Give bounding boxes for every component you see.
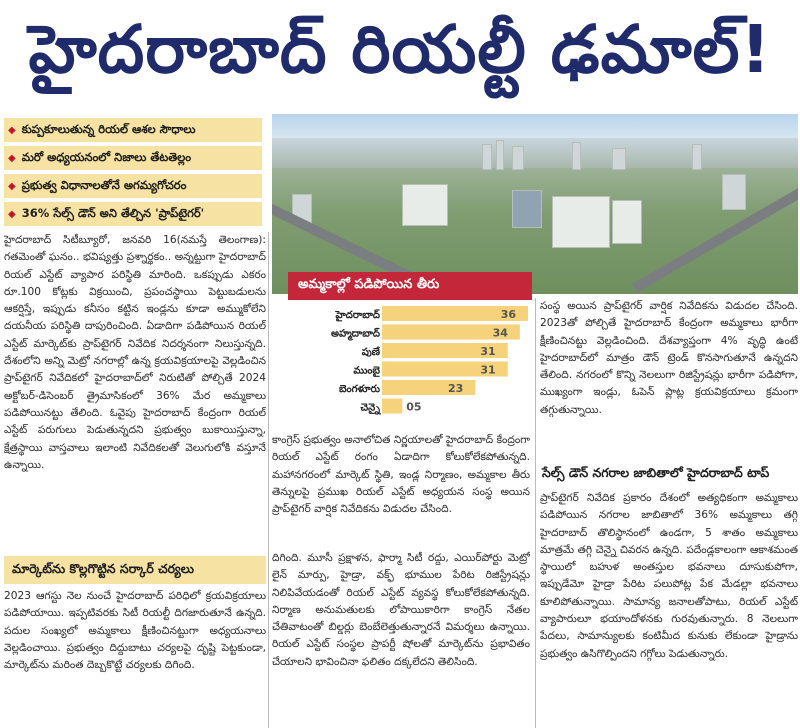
chart-value-label: 34 — [492, 326, 508, 340]
bullet-text: ప్రభుత్వ విధానాలతోనే అగమ్యగోచరం — [21, 177, 187, 192]
bullet-marker-icon: ◆ — [8, 124, 16, 136]
chart-category-label: బెంగళూరు — [339, 384, 380, 395]
article-column-1-lower: 2023 ఆగస్టు నెల నుంచే హైదరాబాద్ పరిధిలో క్రయవిక్రయాలు పడిపోయాయి. ఇప్పటివరకు సిటీ రియల్టీ దిగజారుతూనే ఉన్నది. పదుల సంఖ్యలో అమ్మకాలు క్షీణించినట్టుగా అధ్యయనాలు వెల్లడించాయి. ప్రభుత్వం దిద్దుబాటు చర్యలపై దృష్టి పెట్టకుండా, మార్కెట్‌ను మరింత దెబ్బకొట్టే చర్యలకు దిగింది. — [4, 590, 266, 672]
bullet-item — [4, 174, 262, 198]
section-subhead-left: మార్కెట్‌ను కొల్లగొట్టిన సర్కార్ చర్యలు — [4, 556, 266, 584]
chart-value-label: 31 — [480, 345, 496, 358]
chart-category-label: హైదరాబాద్ — [335, 310, 380, 321]
column-divider — [268, 232, 269, 728]
chart-category-label: అహ్మదాబాద్ — [330, 328, 380, 340]
chart-category-label: ముంబై — [353, 365, 380, 377]
chart-bar — [382, 399, 402, 414]
section-subhead-right: సేల్స్ డౌన్ నగరాల జాబితాలో హైదరాబాద్ టాప్ — [542, 464, 770, 480]
chart-category-label: చెన్నై — [360, 402, 380, 414]
sales-decline-chart — [288, 272, 532, 420]
article-column-3-lower: ప్రాప్‌టైగర్ నివేదిక ప్రకారం దేశంలో అత్యధికంగా అమ్మకాలు పడిపోయిన నగరాల జాబితాలో 36% అమ్మకాలు తగ్గి హైదరాబాద్ తొలిస్థానంలో ఉండగా, 5 శాతం అమ్మకాలు మాత్రమే తగ్గి చెన్నై చివరన ఉన్నది. పదేండ్లకాలంగా ఆకాశమంత స్థాయిలో బహుళ అంతస్తుల భవనాలు దూసుకుపోగా, ఇప్పుడేమో హైడ్రా పేరిట పలుపోట్ల పేక మేడల్లా భవనాలు కూలిపోతున్నాయి. సామాన్య జనాలతోపాటు, రియల్ ఎస్టేట్ వ్యాపారులూ భయాందోళనకు గురవుతున్నారు. 8 నెలలుగా పేదలు, సామాన్యులకు కంటిమీద కునుకు లేకుండా హైడ్రాను ప్రభుత్వం ఉసిగొల్పిందని గగ్గోలు పెడుతున్నారు. — [540, 492, 798, 660]
bullet-marker-icon: ◆ — [8, 208, 16, 220]
chart-category-label: పుణే — [361, 347, 380, 358]
article-column-1: హైదరాబాద్ సిటీబ్యూరో, జనవరి 16(నమస్తే తెలంగాణ): గతమెంతో ఘనం.. భవిష్యత్తు ప్రశ్నార్థకం.. అన్నట్టుగా హైదరాబాద్ రియల్ ఎస్టేట్ వ్యాపార పరిస్థితి మారింది. ఒకప్పుడు ఎకరం రూ.100 కోట్లకు విక్రయించి, ప్రపంచస్థాయి పెట్టుబడులను ఆకర్షిస్తే, ఇప్పుడు కనీసం కట్టిన ఇండ్లను కూడా అమ్ముకోలేని దయనీయ పరిస్థితి దాపురించింది. ఏడాదిగా పడిపోయిన రియల్ ఎస్టేట్ మార్కెట్‌కు ప్రాప్‌టైగర్ నివేదిక నిదర్శనంగా నిలుస్తున్నది. దేశంలోని అన్ని మెట్రో నగరాల్లో ఉన్న క్రయవిక్రయాలపై వెల్లడించిన ప్రాప్‌టైగర్ నివేదికలో హైదరాబాద్‌లో నిరుటితో పోల్చితే 2024 అక్టోబర్-డిసెంబర్ త్రైమాసికంలో 36% మేర అమ్మకాలు పడిపోయినట్టు తేలింది. ఓవైపు హైదరాబాద్ కేంద్రంగా రియల్ ఎస్టేట్ పరుగులు పెడుతున్నదని ప్రభుత్వం బుకాయిస్తున్నా, క్షేత్రస్థాయి వాస్తవాలు ఇలాంటి నివేదికలతో వెలుగులోకి వస్తూనే ఉన్నాయి. — [4, 234, 266, 471]
bullet-marker-icon: ◆ — [8, 152, 16, 164]
chart-value-label: 31 — [480, 363, 496, 377]
headline: హైదరాబాద్ రియల్టీ ఢమాల్! — [28, 10, 772, 88]
bullet-text: మరో అధ్యయనంలో నిజాలు తేటతెల్లం — [21, 149, 192, 164]
article-column-2: కాంగ్రెస్ ప్రభుత్వం అనాలోచిత నిర్ణయాలతో హైదరాబాద్ కేంద్రంగా రియల్ ఎస్టేట్ రంగం ఏడాదిగా కోలుకోలేకపోతున్నది. మహానగరంలో మార్కెట్ స్థితి, ఇండ్ల నిర్మాణం, అమ్మకాల తీరు తెన్నులపై ప్రముఖ రియల్ ఎస్టేట్ అధ్యయన సంస్థ అయిన ప్రాప్‌టైగర్ వార్షిక నివేదికను విడుదల చేసింది. — [272, 434, 530, 516]
chart-value-label: 05 — [406, 400, 422, 414]
chart-value-label: 23 — [447, 382, 464, 395]
chart-value-label: 36 — [500, 308, 516, 321]
article-column-2-lower: దిగింది. మూసీ ప్రక్షాళన, ఫార్మా సిటీ రద్దు, ఎయిర్‌పోర్టు మెట్రో లైన్ మార్పు, హైడ్రా, వక్ఫ్ భూముల పేరిట రిజిస్ట్రేషన్లు నిలిపివేయడంతో రియల్ ఎస్టేట్ వ్యవస్థ కోలుకోలేకపోతున్నది. నిర్మాణ అనుమతులకు లోపాయికారిగా కాంగ్రెస్ నేతల చేతివాటంతో బిల్డర్లు బెంబేలెత్తుతున్నారనే విమర్శలు ఉన్నాయి. రియల్ ఎస్టేట్ సంస్థల ప్రాపర్టీ షోలతో మార్కెట్‌ను ప్రభావితం చేయాలని భావించినా ఫలితం దక్కలేదని తెలిసింది. — [272, 552, 530, 668]
chart-plot — [288, 304, 532, 420]
chart-title: అమ్మకాల్లో పడిపోయిన తీరు — [288, 272, 532, 300]
bullet-item — [4, 146, 262, 170]
bullet-text: కుప్పకూలుతున్న రియల్ ఆశల సౌధాలు — [21, 121, 196, 136]
bullet-text: 36% సేల్స్ డౌన్ అని తేల్చిన 'ప్రాప్‌టైగర్' — [21, 205, 205, 220]
article-column-3: సంస్థ అయిన ప్రాప్‌టైగర్ వార్షిక నివేదికను విడుదల చేసింది. 2023తో పోల్చితే హైదరాబాద్ కేంద్రంగా అమ్మకాలు భారీగా క్షీణించినట్టు వెల్లడించింది. దేశవ్యాప్తంగా 4% వృద్ధి ఉంటే హైదరాబాద్‌లో మాత్రం డౌన్ ట్రెండ్ కొనసాగుతూనే ఉన్నదని తేలింది. నగరంలో కొన్ని నెలలుగా రిజిస్ట్రేషన్లు భారీగా పడిపోగా, ముఖ్యంగా ఇండ్లు, ఓపెన్ ప్లాట్ల క్రయవిక్రయాలు క్రమంగా తగ్గుతున్నాయి. — [540, 300, 798, 416]
city-skyline-photo — [272, 114, 798, 294]
column-divider — [535, 298, 536, 728]
bullet-item — [4, 118, 262, 142]
bullet-item — [4, 202, 262, 226]
bullet-marker-icon: ◆ — [8, 180, 16, 192]
bullet-list — [4, 118, 262, 230]
